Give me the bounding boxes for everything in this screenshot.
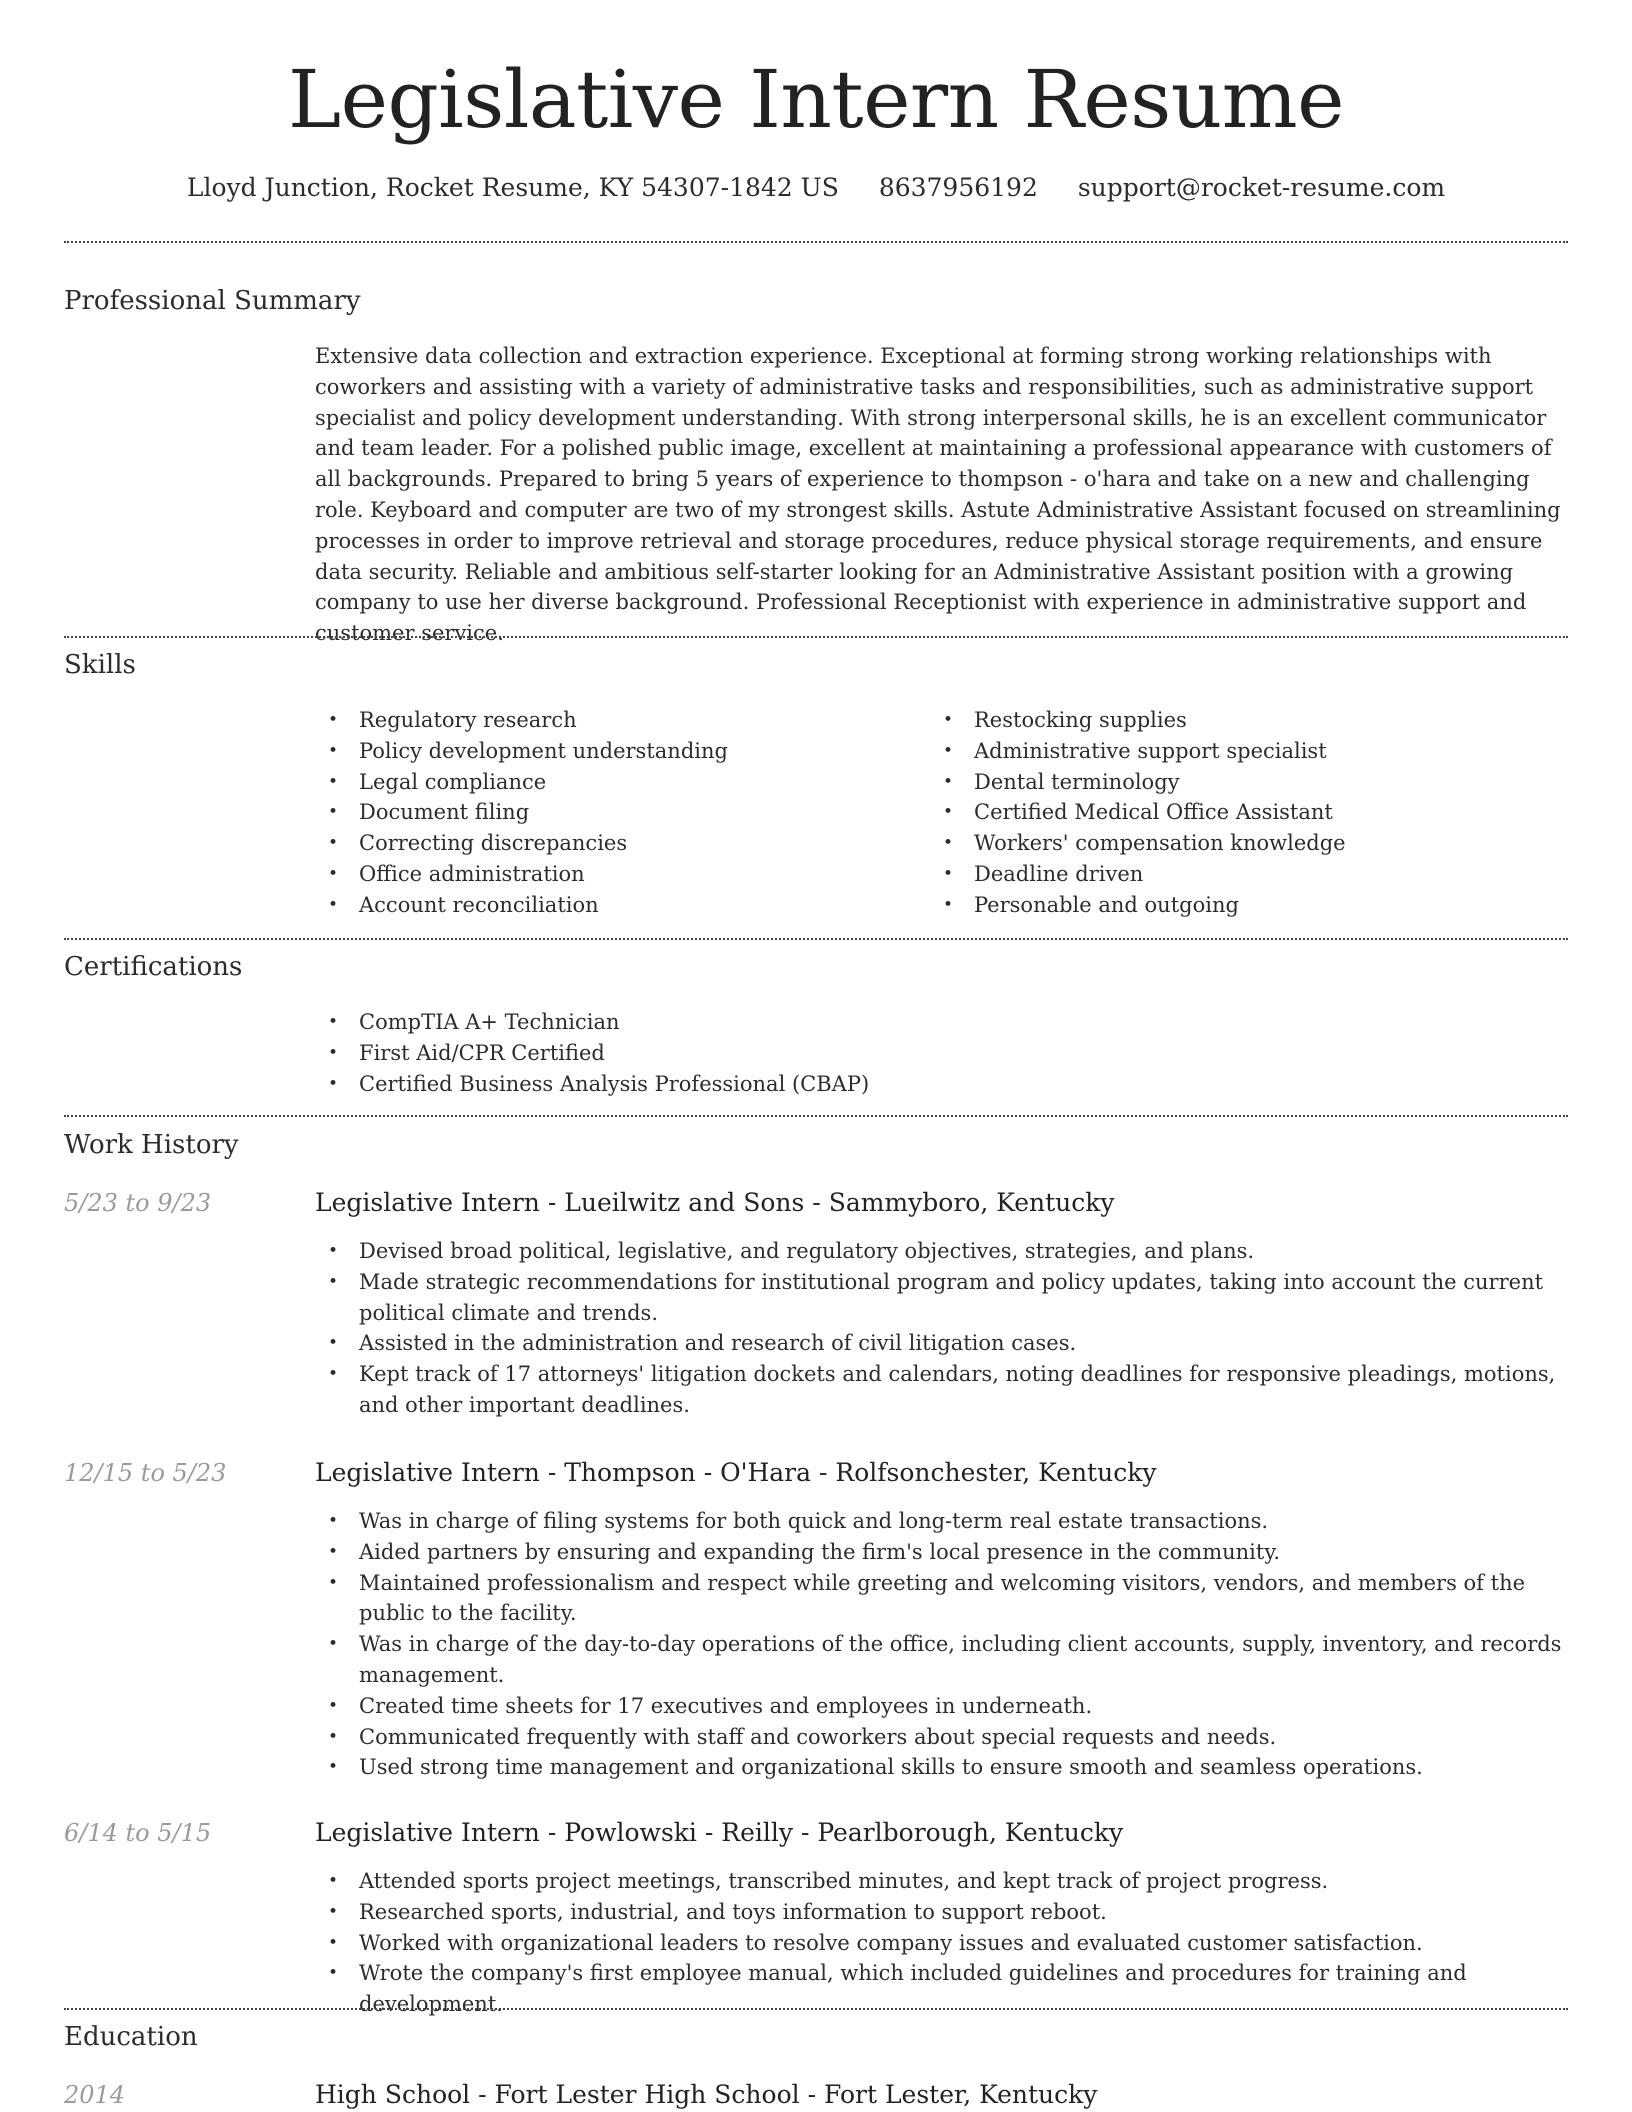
job-bullet: • Maintained professionalism and respect while greeting and welcoming visitors, vendors, and members of the public to the facility. xyxy=(315,1568,1565,1630)
section-title-work-history: Work History xyxy=(64,1130,239,1160)
job-title: Legislative Intern - Lueilwitz and Sons - Sammyboro, Kentucky xyxy=(315,1188,1115,1217)
section-title-summary: Professional Summary xyxy=(64,286,361,316)
skills-list-right xyxy=(930,705,1560,921)
job-title: Legislative Intern - Powlowski - Reilly - Pearlborough, Kentucky xyxy=(315,1818,1124,1847)
contact-email: support@rocket-resume.com xyxy=(1077,173,1446,202)
section-title-skills: Skills xyxy=(64,650,136,680)
skill-item: • Restocking supplies xyxy=(930,705,1560,736)
skill-item: • Document filing xyxy=(315,797,915,828)
contact-line xyxy=(0,171,1632,205)
job-bullet: • Created time sheets for 17 executives and employees in underneath. xyxy=(315,1691,1565,1722)
job-bullet: • Communicated frequently with staff and coworkers about special requests and needs. xyxy=(315,1722,1565,1753)
divider xyxy=(64,1115,1568,1117)
divider xyxy=(64,636,1568,638)
skill-item: • Legal compliance xyxy=(315,767,915,798)
education-year: 2014 xyxy=(64,2081,126,2109)
job-dates: 6/14 to 5/15 xyxy=(64,1819,212,1847)
skill-item: • Regulatory research xyxy=(315,705,915,736)
skill-item: • Deadline driven xyxy=(930,859,1560,890)
skill-item: • Correcting discrepancies xyxy=(315,828,915,859)
job-dates: 5/23 to 9/23 xyxy=(64,1189,212,1217)
summary-text: Extensive data collection and extraction experience. Exceptional at forming strong working relationships with coworkers and assisting with a variety of administrative tasks and responsibilities, such as administrative support specialist and policy development understanding. With strong interpersonal skills, he is an excellent communicator and team leader. For a polished public image, excellent at maintaining a professional appearance with customers of all backgrounds. Prepared to bring 5 years of experience to thompson - o'hara and take on a new and challenging role. Keyboard and computer are two of my strongest skills. Astute Administrative Assistant focused on streamlining processes in order to improve retrieval and storage procedures, reduce physical storage requirements, and ensure data security. Reliable and ambitious self-starter looking for an Administrative Assistant position with a growing company to use her diverse background. Professional Receptionist with experience in administrative support and customer service. xyxy=(315,344,1561,646)
job-bullet: • Was in charge of the day-to-day operations of the office, including client accounts, supply, inventory, and records management. xyxy=(315,1629,1565,1691)
section-title-certifications: Certifications xyxy=(64,952,243,982)
job-bullet: • Made strategic recommendations for institutional program and policy updates, taking into account the current political climate and trends. xyxy=(315,1267,1565,1329)
divider xyxy=(64,938,1568,940)
skill-item: • Workers' compensation knowledge xyxy=(930,828,1560,859)
certification-item: • First Aid/CPR Certified xyxy=(315,1038,1565,1069)
job-bullet: • Kept track of 17 attorneys' litigation dockets and calendars, noting deadlines for responsive pleadings, motions, and other important deadlines. xyxy=(315,1359,1565,1421)
resume-title: Legislative Intern Resume xyxy=(288,53,1344,146)
skill-item: • Certified Medical Office Assistant xyxy=(930,797,1560,828)
job-bullet: • Aided partners by ensuring and expanding the firm's local presence in the community. xyxy=(315,1537,1565,1568)
job-bullets xyxy=(315,1506,1565,1783)
certification-item: • Certified Business Analysis Professional (CBAP) xyxy=(315,1069,1565,1100)
job-dates: 12/15 to 5/23 xyxy=(64,1459,227,1487)
divider xyxy=(64,2008,1568,2010)
section-title-education: Education xyxy=(64,2022,198,2052)
job-bullet: • Assisted in the administration and research of civil litigation cases. xyxy=(315,1328,1565,1359)
contact-address: Lloyd Junction, Rocket Resume, KY 54307-1842 US xyxy=(186,173,839,202)
job-bullets xyxy=(315,1236,1565,1421)
skill-item: • Dental terminology xyxy=(930,767,1560,798)
job-bullet: • Was in charge of filing systems for both quick and long-term real estate transactions. xyxy=(315,1506,1565,1537)
education-title: High School - Fort Lester High School - Fort Lester, Kentucky xyxy=(315,2080,1098,2109)
certification-item: • CompTIA A+ Technician xyxy=(315,1007,1565,1038)
skill-item: • Office administration xyxy=(315,859,915,890)
divider xyxy=(64,241,1568,243)
job-bullet: • Devised broad political, legislative, and regulatory objectives, strategies, and plans. xyxy=(315,1236,1565,1267)
contact-phone: 8637956192 xyxy=(878,173,1038,202)
job-bullet: • Used strong time management and organizational skills to ensure smooth and seamless operations. xyxy=(315,1752,1565,1783)
job-bullet: • Wrote the company's first employee manual, which included guidelines and procedures for training and development. xyxy=(315,1958,1565,2020)
skills-list-left xyxy=(315,705,915,921)
job-bullet: • Worked with organizational leaders to resolve company issues and evaluated customer satisfaction. xyxy=(315,1928,1565,1959)
job-title: Legislative Intern - Thompson - O'Hara - Rolfsonchester, Kentucky xyxy=(315,1458,1157,1487)
job-bullet: • Researched sports, industrial, and toys information to support reboot. xyxy=(315,1897,1565,1928)
job-bullet: • Attended sports project meetings, transcribed minutes, and kept track of project progress. xyxy=(315,1866,1565,1897)
skill-item: • Administrative support specialist xyxy=(930,736,1560,767)
certifications-list xyxy=(315,1007,1565,1099)
skill-item: • Policy development understanding xyxy=(315,736,915,767)
skill-item: • Personable and outgoing xyxy=(930,890,1560,921)
job-bullets xyxy=(315,1866,1565,2020)
skill-item: • Account reconciliation xyxy=(315,890,915,921)
